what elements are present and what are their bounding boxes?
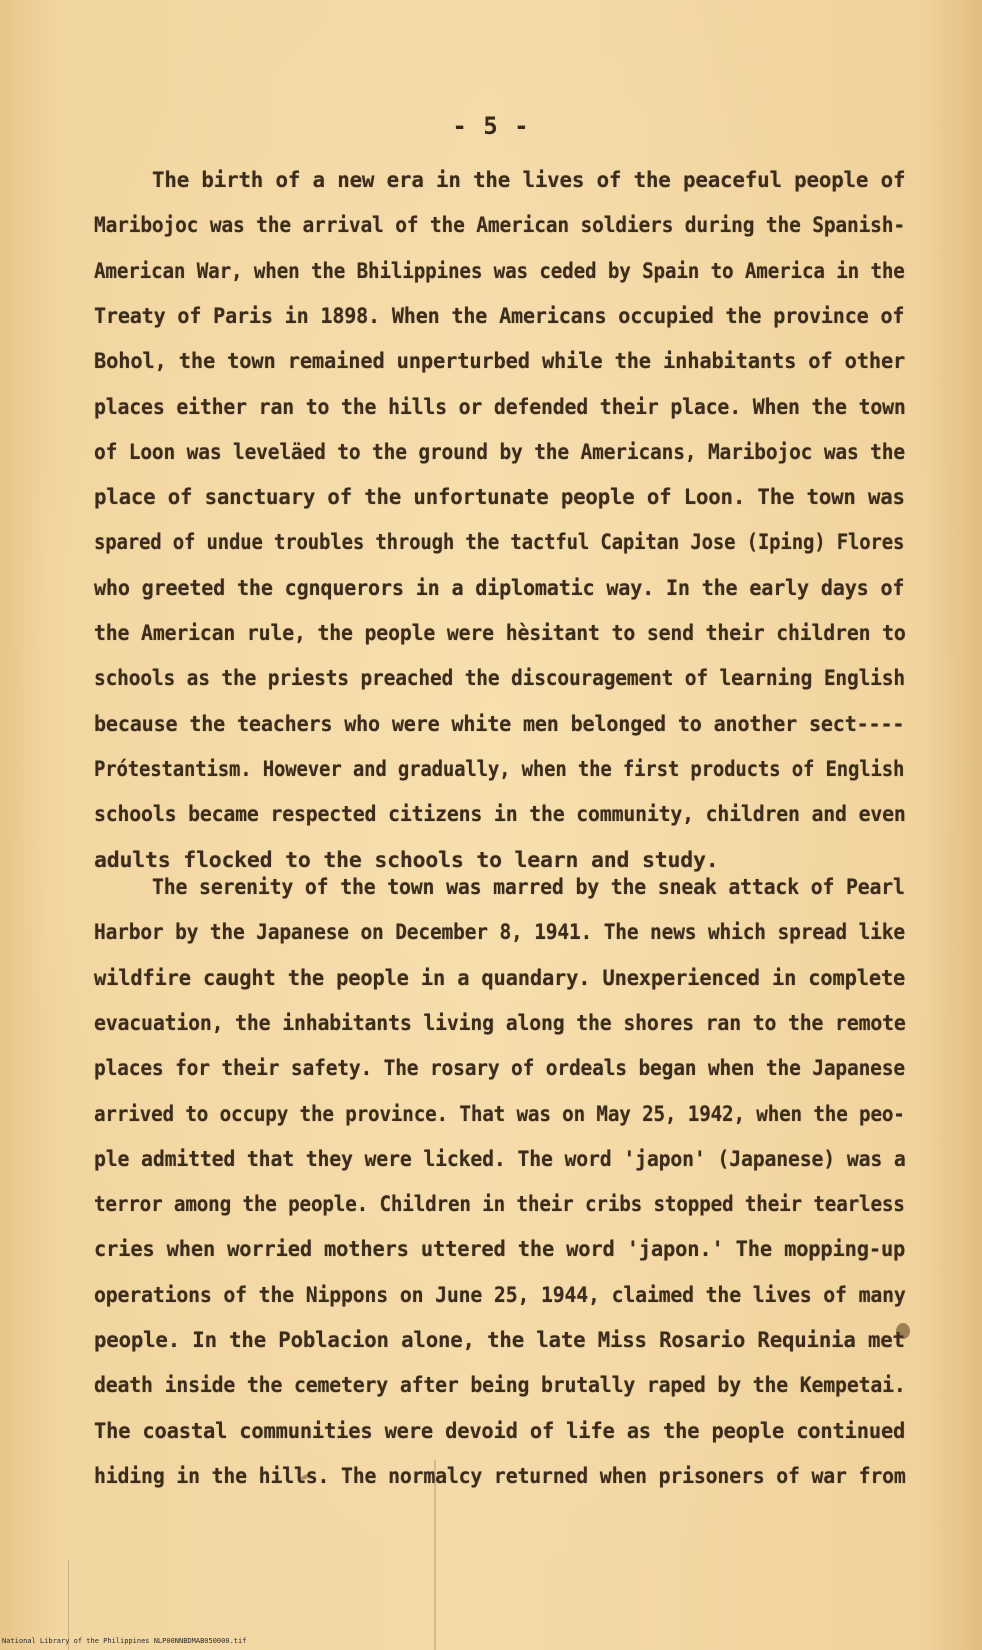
text-line: Treaty of Paris in 1898. When the Americans occupied the province of [94,303,905,329]
text-line: American War, when the Bhilippines was ceded by Spain to America in the [94,258,905,284]
text-line: places for their safety. The rosary of ordeals began when the Japanese [94,1056,905,1082]
text-line: because the teachers who were white men belonged to another sect---- [94,711,905,737]
text-line: cries when worried mothers uttered the word 'japon.' The mopping-up [94,1237,906,1263]
archive-footer: National Library of the Philippines NLP00NNBDMAB050000.tif [2,1637,247,1645]
text-line: Maribojoc was the arrival of the American soldiers during the Spanish- [94,213,905,239]
text-line: place of sanctuary of the unfortunate people of Loon. The town was [94,485,905,511]
text-line: people. In the Poblacion alone, the late Miss Rosario Requinia met [94,1328,905,1353]
text-line: operations of the Nippons on June 25, 1944, claimed the lives of many [94,1282,906,1308]
text-line: the American rule, the people were hèsitant to send their children to [94,621,906,646]
text-line: death inside the cemetery after being brutally raped by the Kempetai. [94,1373,906,1399]
text-line: Harbor by the Japanese on December 8, 1941. The news which spread like [94,920,905,946]
text-line: The serenity of the town was marred by the sneak attack of Pearl [152,875,905,900]
text-line: wildfire caught the people in a quandary. Unexperienced in complete [94,965,906,991]
text-line: schools became respected citizens in the community, children and even [94,802,906,828]
text-line: ple admitted that they were licked. The word 'japon' (Japanese) was a [94,1146,906,1172]
text-line: arrived to occupy the province. That was on May 25, 1942, when the peo- [94,1101,905,1127]
text-line: places either ran to the hills or defended their place. When the town [94,394,906,420]
text-line: spared of undue troubles through the tactful Capitan Jose (Iping) Flores [94,530,905,556]
text-line: The birth of a new era in the lives of the peaceful people of [152,168,906,193]
text-line: Bohol, the town remained unperturbed while the inhabitants of other [94,349,906,375]
text-line: adults flocked to the schools to learn and study. [94,847,719,873]
text-line: of Loon was leveläed to the ground by the Americans, Maribojoc was the [94,439,905,465]
page-number: - 5 - [452,112,530,140]
text-line: evacuation, the inhabitants living along the shores ran to the remote [94,1010,906,1036]
text-line: terror among the people. Children in their cribs stopped their tearless [94,1192,905,1218]
text-line: Prótestantism. However and gradually, when the first products of English [94,756,905,782]
text-line: who greeted the cgnquerors in a diplomatic way. In the early days of [94,575,905,601]
text-line: schools as the priests preached the discouragement of learning English [94,666,905,692]
text-line: The coastal communities were devoid of life as the people continued [94,1418,906,1444]
text-line: hiding in the hills. The normalcy returned when prisoners of war from [94,1463,906,1489]
